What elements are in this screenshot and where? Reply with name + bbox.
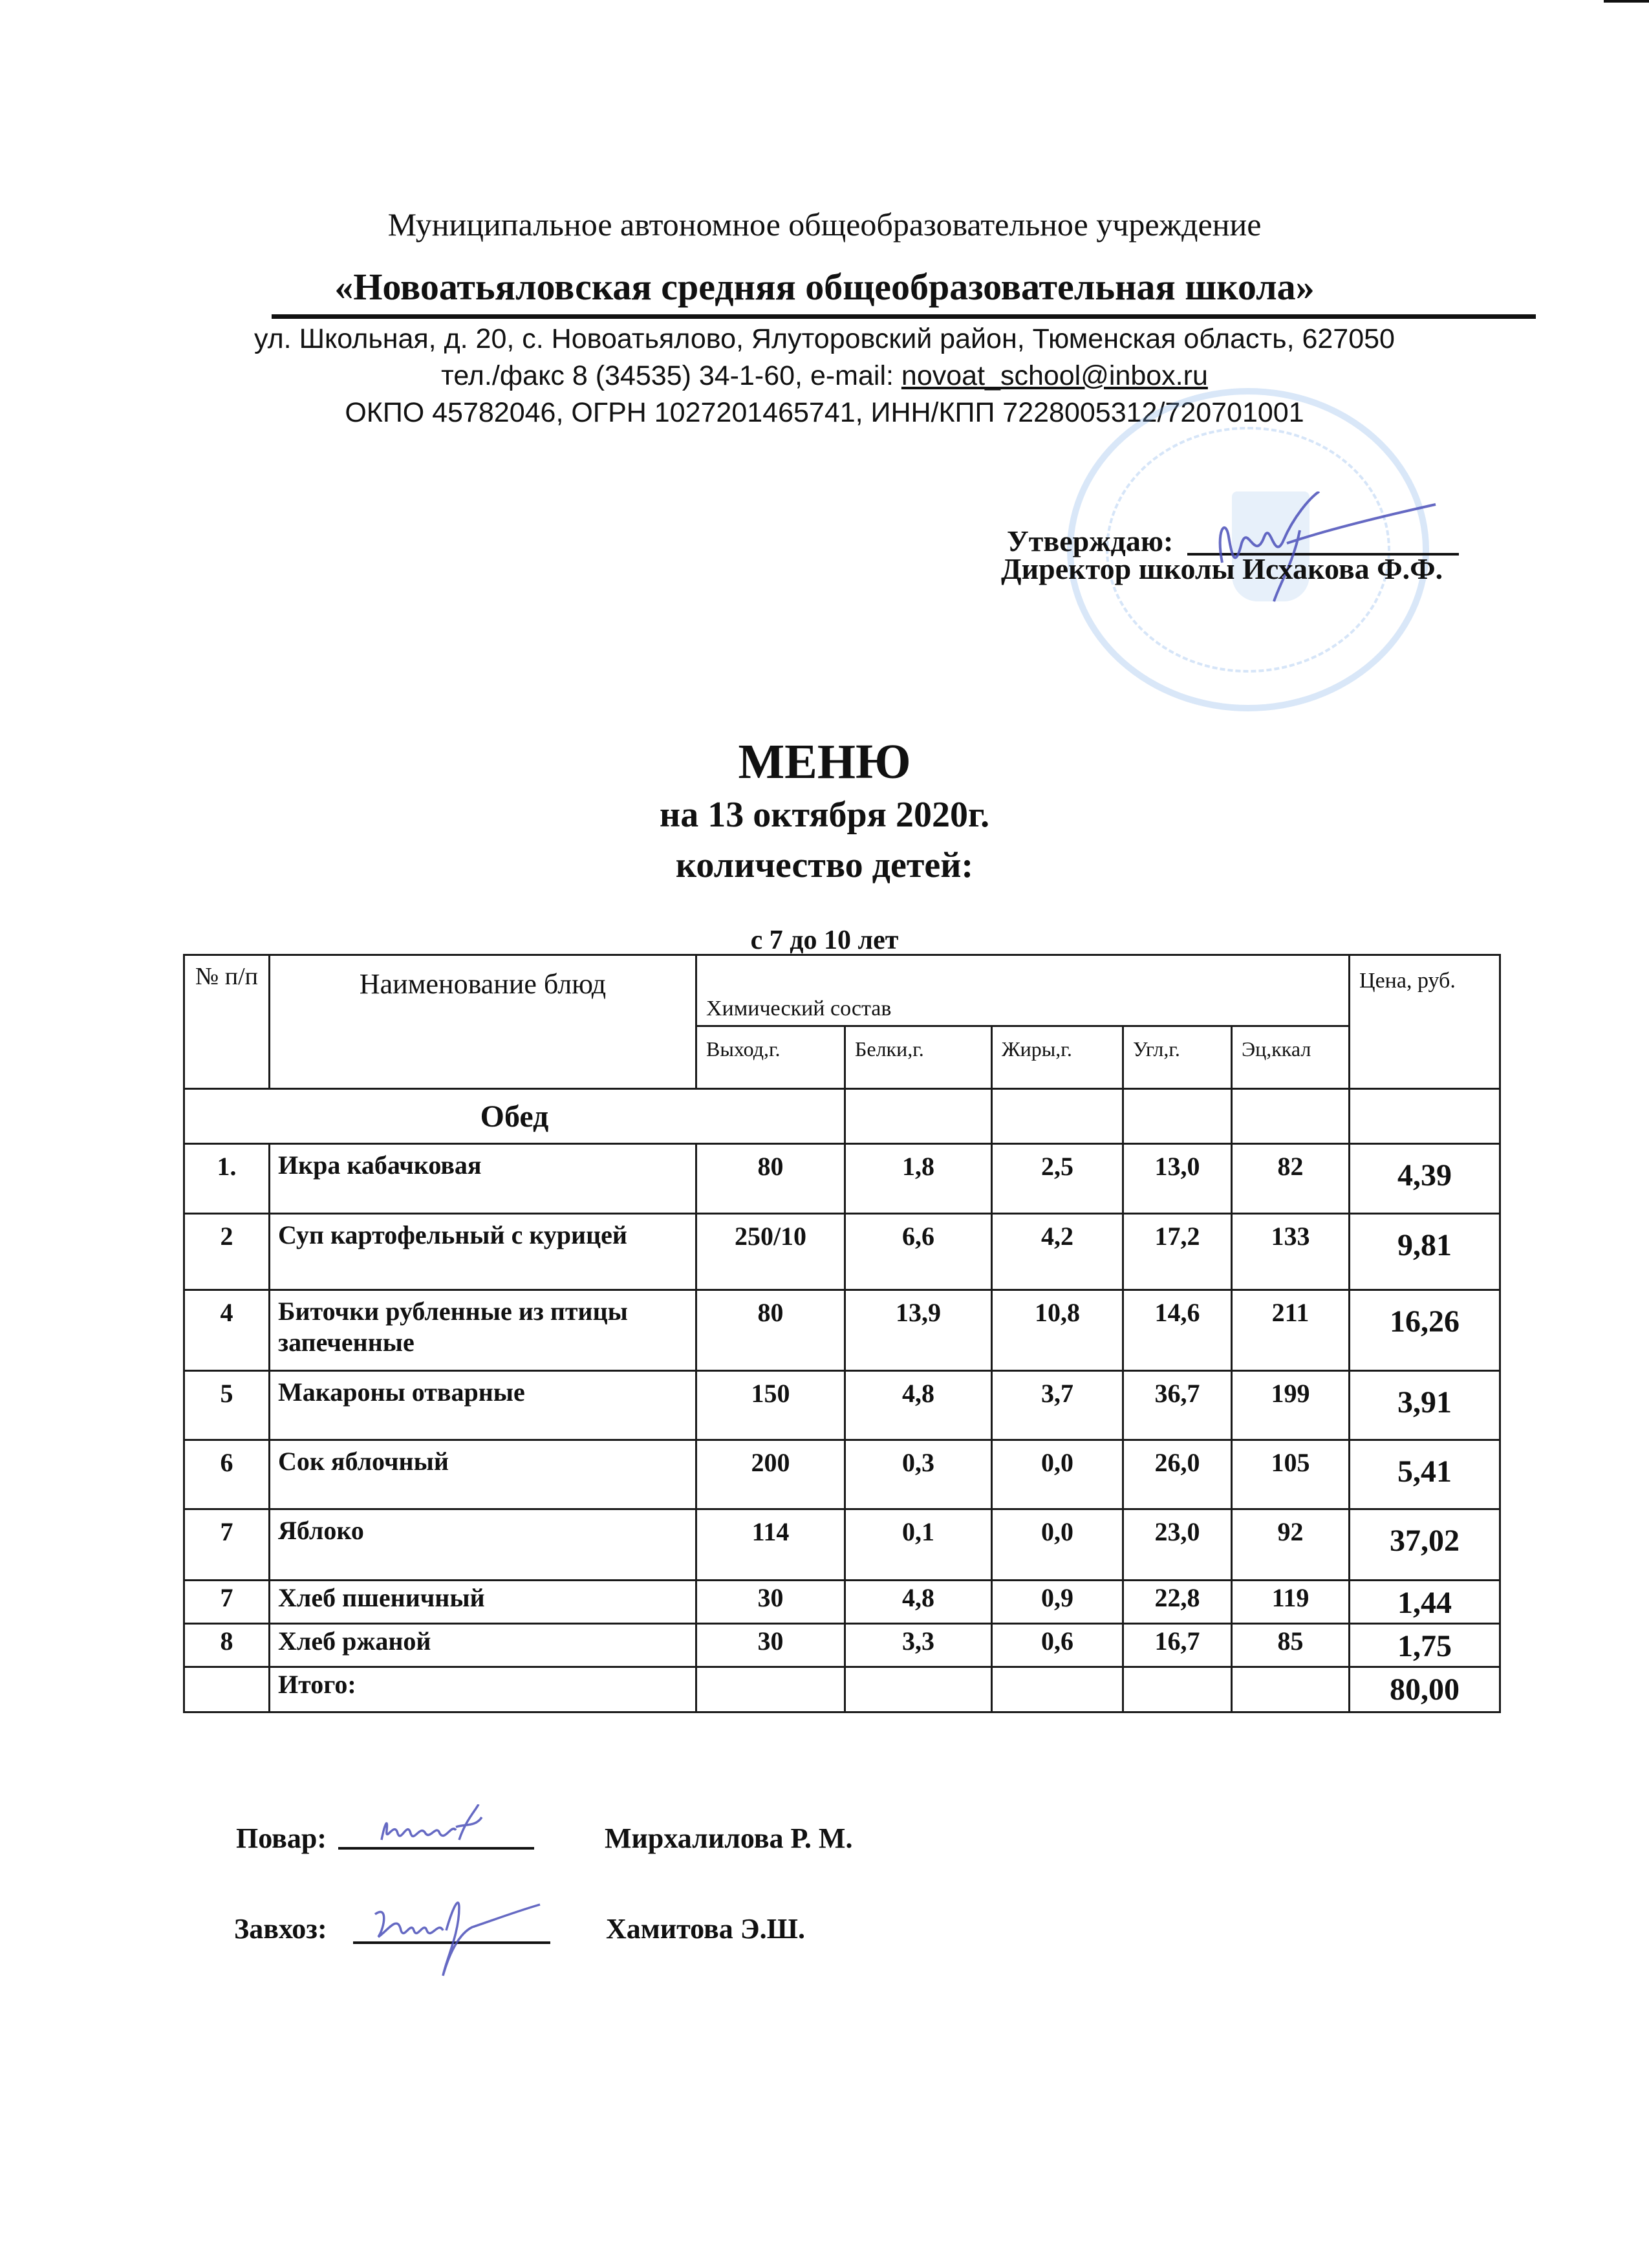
- storekeeper-name: Хамитова Э.Ш.: [606, 1913, 805, 1945]
- header-protein: Белки,г.: [845, 1026, 992, 1089]
- scan-corner-mark: [1604, 0, 1649, 3]
- dish-name: Хлеб ржаной: [270, 1624, 696, 1667]
- fat: 10,8: [992, 1290, 1123, 1371]
- empty-cell: [184, 1667, 270, 1712]
- price: 1,44: [1350, 1581, 1500, 1624]
- price: 9,81: [1350, 1214, 1500, 1290]
- empty-cell: [696, 1667, 845, 1712]
- table-row: [184, 1581, 1500, 1624]
- letterhead-divider: [272, 314, 1536, 319]
- carbs: 13,0: [1123, 1144, 1232, 1214]
- children-count-label: количество детей:: [675, 845, 974, 885]
- section-row: [184, 1089, 1500, 1144]
- yield: 114: [696, 1509, 845, 1581]
- director-signature-icon: [1196, 491, 1494, 608]
- total-price: 80,00: [1350, 1667, 1500, 1712]
- yield: 80: [696, 1290, 845, 1371]
- phone-text: тел./факс 8 (34535) 34-1-60, e-mail:: [441, 360, 901, 391]
- row-number: 1.: [184, 1144, 270, 1214]
- section-lunch: Обед: [184, 1089, 845, 1144]
- kcal: 85: [1232, 1624, 1350, 1667]
- protein: 4,8: [845, 1371, 992, 1440]
- org-address: ул. Школьная, д. 20, с. Новоатьялово, Ялуторовский район, Тюменская область, 627050: [254, 323, 1395, 354]
- yield: 200: [696, 1440, 845, 1509]
- cook-label: Повар:: [236, 1822, 327, 1854]
- header-chemical-composition: Химический состав: [696, 955, 1350, 1026]
- menu-table: [183, 954, 1501, 1713]
- protein: 1,8: [845, 1144, 992, 1214]
- empty-cell: [1232, 1667, 1350, 1712]
- dish-name: Хлеб пшеничный: [270, 1581, 696, 1624]
- fat: 4,2: [992, 1214, 1123, 1290]
- row-number: 7: [184, 1581, 270, 1624]
- carbs: 14,6: [1123, 1290, 1232, 1371]
- kcal: 133: [1232, 1214, 1350, 1290]
- row-number: 4: [184, 1290, 270, 1371]
- kcal: 92: [1232, 1509, 1350, 1581]
- approval-label: Утверждаю:: [1007, 524, 1174, 557]
- row-number: 6: [184, 1440, 270, 1509]
- empty-cell: [845, 1667, 992, 1712]
- storekeeper-signature-icon: [362, 1895, 569, 1985]
- row-number: 2: [184, 1214, 270, 1290]
- fat: 0,0: [992, 1509, 1123, 1581]
- table-row: [184, 1440, 1500, 1509]
- header-carbs: Угл,г.: [1123, 1026, 1232, 1089]
- empty-cell: [992, 1089, 1123, 1144]
- header-dish-name: Наименование блюд: [270, 955, 696, 1089]
- carbs: 23,0: [1123, 1509, 1232, 1581]
- table-row: [184, 1214, 1500, 1290]
- empty-cell: [992, 1667, 1123, 1712]
- yield: 80: [696, 1144, 845, 1214]
- header-yield: Выход,г.: [696, 1026, 845, 1089]
- protein: 0,1: [845, 1509, 992, 1581]
- kcal: 105: [1232, 1440, 1350, 1509]
- cook-signature-icon: [369, 1804, 504, 1850]
- empty-cell: [1232, 1089, 1350, 1144]
- fat: 0,9: [992, 1581, 1123, 1624]
- protein: 6,6: [845, 1214, 992, 1290]
- protein: 4,8: [845, 1581, 992, 1624]
- price: 3,91: [1350, 1371, 1500, 1440]
- yield: 250/10: [696, 1214, 845, 1290]
- page-title: МЕНЮ: [738, 735, 911, 789]
- kcal: 82: [1232, 1144, 1350, 1214]
- table-header-row: [184, 955, 1500, 1026]
- kcal: 211: [1232, 1290, 1350, 1371]
- yield: 30: [696, 1624, 845, 1667]
- kcal: 199: [1232, 1371, 1350, 1440]
- carbs: 17,2: [1123, 1214, 1232, 1290]
- table-row: [184, 1509, 1500, 1581]
- org-type: Муниципальное автономное общеобразовательное учреждение: [387, 206, 1262, 243]
- total-label: Итого:: [270, 1667, 696, 1712]
- price: 4,39: [1350, 1144, 1500, 1214]
- protein: 3,3: [845, 1624, 992, 1667]
- header-fat: Жиры,г.: [992, 1026, 1123, 1089]
- fat: 3,7: [992, 1371, 1123, 1440]
- dish-name: Яблоко: [270, 1509, 696, 1581]
- price: 1,75: [1350, 1624, 1500, 1667]
- header-kcal: Эц,ккал: [1232, 1026, 1350, 1089]
- header-number: № п/п: [184, 955, 270, 1089]
- dish-name: Биточки рубленные из птицы запеченные: [270, 1290, 696, 1371]
- carbs: 22,8: [1123, 1581, 1232, 1624]
- table-row: [184, 1290, 1500, 1371]
- price: 16,26: [1350, 1290, 1500, 1371]
- email-link[interactable]: novoat_school@inbox.ru: [901, 360, 1208, 391]
- storekeeper-label: Завхоз:: [234, 1913, 327, 1945]
- fat: 0,0: [992, 1440, 1123, 1509]
- price: 37,02: [1350, 1509, 1500, 1581]
- carbs: 16,7: [1123, 1624, 1232, 1667]
- table-row: [184, 1144, 1500, 1214]
- empty-cell: [1123, 1667, 1232, 1712]
- dish-name: Макароны отварные: [270, 1371, 696, 1440]
- org-name: «Новоатьяловская средняя общеобразовательная школа»: [334, 266, 1315, 308]
- org-registry: ОКПО 45782046, ОГРН 1027201465741, ИНН/КПП 7228005312/720701001: [345, 397, 1304, 428]
- protein: 0,3: [845, 1440, 992, 1509]
- yield: 30: [696, 1581, 845, 1624]
- org-contacts: [0, 360, 1649, 392]
- carbs: 26,0: [1123, 1440, 1232, 1509]
- row-number: 7: [184, 1509, 270, 1581]
- dish-name: Суп картофельный с курицей: [270, 1214, 696, 1290]
- empty-cell: [845, 1089, 992, 1144]
- director-name: Директор школы Исхакова Ф.Ф.: [1001, 552, 1443, 585]
- menu-date: на 13 октября 2020г.: [659, 795, 990, 835]
- carbs: 36,7: [1123, 1371, 1232, 1440]
- empty-cell: [1123, 1089, 1232, 1144]
- table-row: [184, 1624, 1500, 1667]
- kcal: 119: [1232, 1581, 1350, 1624]
- price: 5,41: [1350, 1440, 1500, 1509]
- dish-name: Икра кабачковая: [270, 1144, 696, 1214]
- header-price: Цена, руб.: [1350, 955, 1500, 1089]
- protein: 13,9: [845, 1290, 992, 1371]
- total-row: [184, 1667, 1500, 1712]
- dish-name: Сок яблочный: [270, 1440, 696, 1509]
- table-row: [184, 1371, 1500, 1440]
- yield: 150: [696, 1371, 845, 1440]
- row-number: 5: [184, 1371, 270, 1440]
- empty-cell: [1350, 1089, 1500, 1144]
- age-group: с 7 до 10 лет: [750, 925, 899, 955]
- cook-name: Мирхалилова Р. М.: [605, 1822, 853, 1854]
- fat: 2,5: [992, 1144, 1123, 1214]
- row-number: 8: [184, 1624, 270, 1667]
- fat: 0,6: [992, 1624, 1123, 1667]
